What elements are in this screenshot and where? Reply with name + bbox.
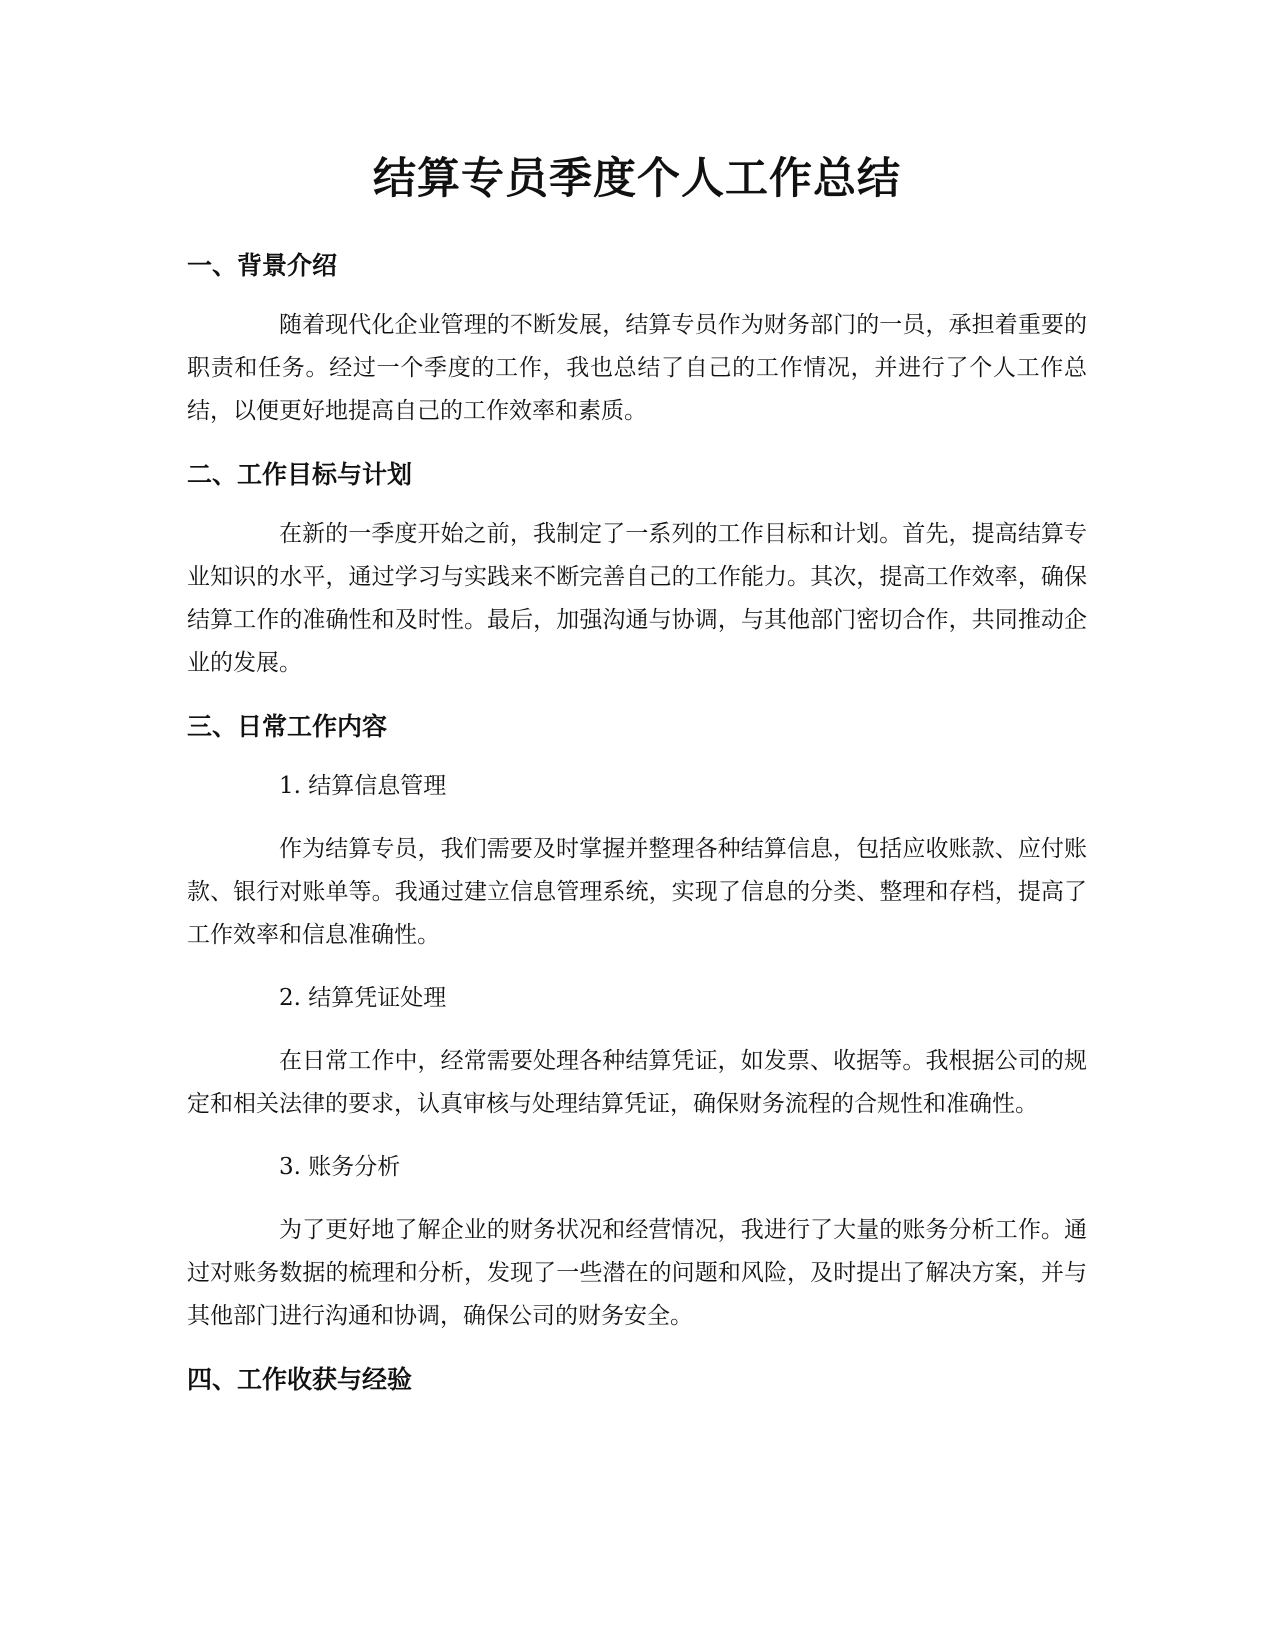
document-body — [187, 146, 1087, 1418]
subsection-heading-voucher-processing: 2. 结算凭证处理 — [279, 985, 447, 1011]
section-heading-daily: 三、日常工作内容 — [187, 712, 388, 741]
section-heading-background: 一、背景介绍 — [187, 251, 338, 280]
subsection-heading-account-analysis: 3. 账务分析 — [279, 1154, 401, 1180]
subsection-paragraph-voucher-processing: 在日常工作中，经常需要处理各种结算凭证，如发票、收据等。我根据公司的规定和相关法律的要求，认真审核与处理结算凭证，确保财务流程的合规性和准确性。 — [187, 1048, 1087, 1117]
section-heading-gains: 四、工作收获与经验 — [187, 1365, 413, 1394]
subsection-paragraph-info-management: 作为结算专员，我们需要及时掌握并整理各种结算信息，包括应收账款、应付账款、银行对账单等。我通过建立信息管理系统，实现了信息的分类、整理和存档，提高了工作效率和信息准确性。 — [187, 836, 1087, 948]
subsection-paragraph-account-analysis: 为了更好地了解企业的财务状况和经营情况，我进行了大量的账务分析工作。通过对账务数据的梳理和分析，发现了一些潜在的问题和风险，及时提出了解决方案，并与其他部门进行沟通和协调，确保公司的财务安全。 — [187, 1217, 1087, 1329]
document-title: 结算专员季度个人工作总结 — [373, 154, 901, 204]
subsection-heading-info-management: 1. 结算信息管理 — [279, 773, 447, 799]
section-paragraph-background: 随着现代化企业管理的不断发展，结算专员作为财务部门的一员，承担着重要的职责和任务。经过一个季度的工作，我也总结了自己的工作情况，并进行了个人工作总结，以便更好地提高自己的工作效率和素质。 — [187, 312, 1087, 424]
section-heading-goals: 二、工作目标与计划 — [187, 460, 413, 489]
section-paragraph-goals: 在新的一季度开始之前，我制定了一系列的工作目标和计划。首先，提高结算专业知识的水平，通过学习与实践来不断完善自己的工作能力。其次，提高工作效率，确保结算工作的准确性和及时性。最后，加强沟通与协调，与其他部门密切合作，共同推动企业的发展。 — [187, 521, 1087, 676]
